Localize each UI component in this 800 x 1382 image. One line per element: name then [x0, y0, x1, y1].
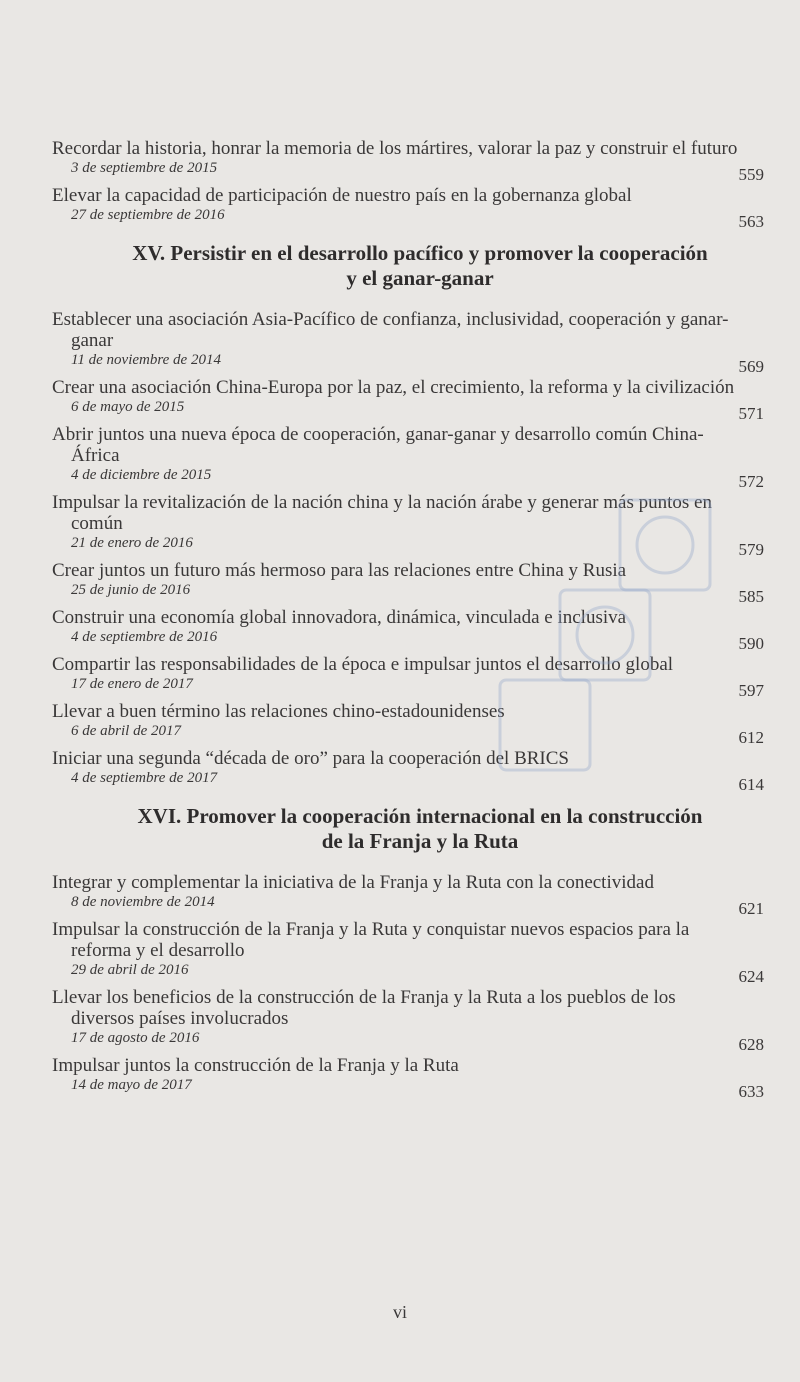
toc-entry: [52, 138, 764, 184]
entry-page-number: 614: [738, 775, 764, 794]
entry-date: 4 de diciembre de 2015: [71, 467, 212, 483]
toc-entry: [52, 748, 764, 794]
entry-page-number: 628: [738, 1035, 764, 1054]
toc-entry: [52, 701, 764, 747]
entry-date: 17 de agosto de 2016: [71, 1030, 200, 1046]
entry-date: 21 de enero de 2016: [71, 535, 193, 551]
toc-entry: [52, 309, 764, 376]
entry-page-number: 597: [738, 681, 764, 700]
entry-page-number: 621: [738, 899, 764, 918]
toc-entry: [52, 424, 764, 491]
entry-date: 3 de septiembre de 2015: [71, 160, 218, 176]
entry-title: Construir una economía global innovadora, dinámica, vinculada e inclusiva: [52, 607, 627, 628]
entry-title: Recordar la historia, honrar la memoria de los mártires, valorar la paz y construir el futuro: [52, 138, 738, 159]
entry-title: Crear una asociación China-Europa por la paz, el crecimiento, la reforma y la civilización: [52, 377, 735, 398]
toc-entry: [52, 377, 764, 423]
entry-date: 4 de septiembre de 2016: [71, 629, 218, 645]
entry-page-number: 559: [738, 165, 764, 184]
toc-entry: [52, 492, 764, 559]
entry-page-number: 571: [738, 404, 764, 423]
entry-title: Impulsar la construcción de la Franja y la Ruta y conquistar nuevos espacios para la reforma y el desarrollo: [52, 919, 690, 961]
toc-entry: [52, 185, 764, 231]
entry-page-number: 585: [738, 587, 764, 606]
entry-date: 11 de noviembre de 2014: [71, 352, 221, 368]
section-heading-xv: [52, 241, 764, 291]
entry-title: Crear juntos un futuro más hermoso para las relaciones entre China y Rusia: [52, 560, 627, 581]
entry-page-number: 579: [738, 540, 764, 559]
entry-title: Iniciar una segunda “década de oro” para la cooperación del BRICS: [52, 748, 569, 769]
entry-title: Compartir las responsabilidades de la época e impulsar juntos el desarrollo global: [52, 654, 674, 675]
entry-title: Establecer una asociación Asia-Pacífico de confianza, inclusividad, cooperación y ganar-ganar: [52, 309, 729, 351]
toc-entry: [52, 872, 764, 918]
entry-date: 17 de enero de 2017: [71, 676, 193, 692]
entry-page-number: 590: [738, 634, 764, 653]
entries-xv-list: [52, 309, 764, 794]
entry-title: Llevar a buen término las relaciones chino-estadounidenses: [52, 701, 505, 722]
entry-date: 8 de noviembre de 2014: [71, 894, 215, 910]
entry-date: 6 de mayo de 2015: [71, 399, 185, 415]
entries-top-list: [52, 138, 764, 231]
entry-date: 14 de mayo de 2017: [71, 1077, 192, 1093]
entry-page-number: 563: [738, 212, 764, 231]
entry-date: 25 de junio de 2016: [71, 582, 191, 598]
toc-entry: [52, 987, 764, 1054]
entry-page-number: 569: [738, 357, 764, 376]
toc-entry: [52, 560, 764, 606]
section-heading-line: XV. Persistir en el desarrollo pacífico y promover la cooperación: [132, 241, 708, 265]
toc-entry: [52, 607, 764, 653]
entry-page-number: 572: [738, 472, 764, 491]
table-of-contents: [52, 138, 764, 1102]
toc-entry: [52, 1055, 764, 1101]
section-heading-line: XVI. Promover la cooperación internacional en la construcción: [137, 804, 703, 828]
entry-date: 27 de septiembre de 2016: [71, 207, 225, 223]
toc-entry: [52, 919, 764, 986]
entry-date: 6 de abril de 2017: [71, 723, 181, 739]
entry-title: Llevar los beneficios de la construcción de la Franja y la Ruta a los pueblos de los diversos países involucrados: [52, 987, 676, 1029]
section-heading-line: de la Franja y la Ruta: [321, 829, 519, 853]
entry-date: 29 de abril de 2016: [71, 962, 189, 978]
section-heading-xvi: [52, 804, 764, 854]
toc-entry: [52, 654, 764, 700]
entry-title: Elevar la capacidad de participación de nuestro país en la gobernanza global: [52, 185, 632, 206]
entry-title: Abrir juntos una nueva época de cooperación, ganar-ganar y desarrollo común China-África: [52, 424, 704, 466]
section-heading-line: y el ganar-ganar: [346, 266, 494, 290]
entries-xvi-list: [52, 872, 764, 1101]
entry-title: Impulsar juntos la construcción de la Franja y la Ruta: [52, 1055, 459, 1076]
entry-page-number: 624: [738, 967, 764, 986]
entry-title: Impulsar la revitalización de la nación china y la nación árabe y generar más puntos en común: [52, 492, 712, 534]
page-number-footer: vi: [392, 1302, 407, 1322]
entry-date: 4 de septiembre de 2017: [71, 770, 218, 786]
entry-title: Integrar y complementar la iniciativa de la Franja y la Ruta con la conectividad: [52, 872, 654, 893]
entry-page-number: 612: [738, 728, 764, 747]
entry-page-number: 633: [738, 1082, 764, 1101]
